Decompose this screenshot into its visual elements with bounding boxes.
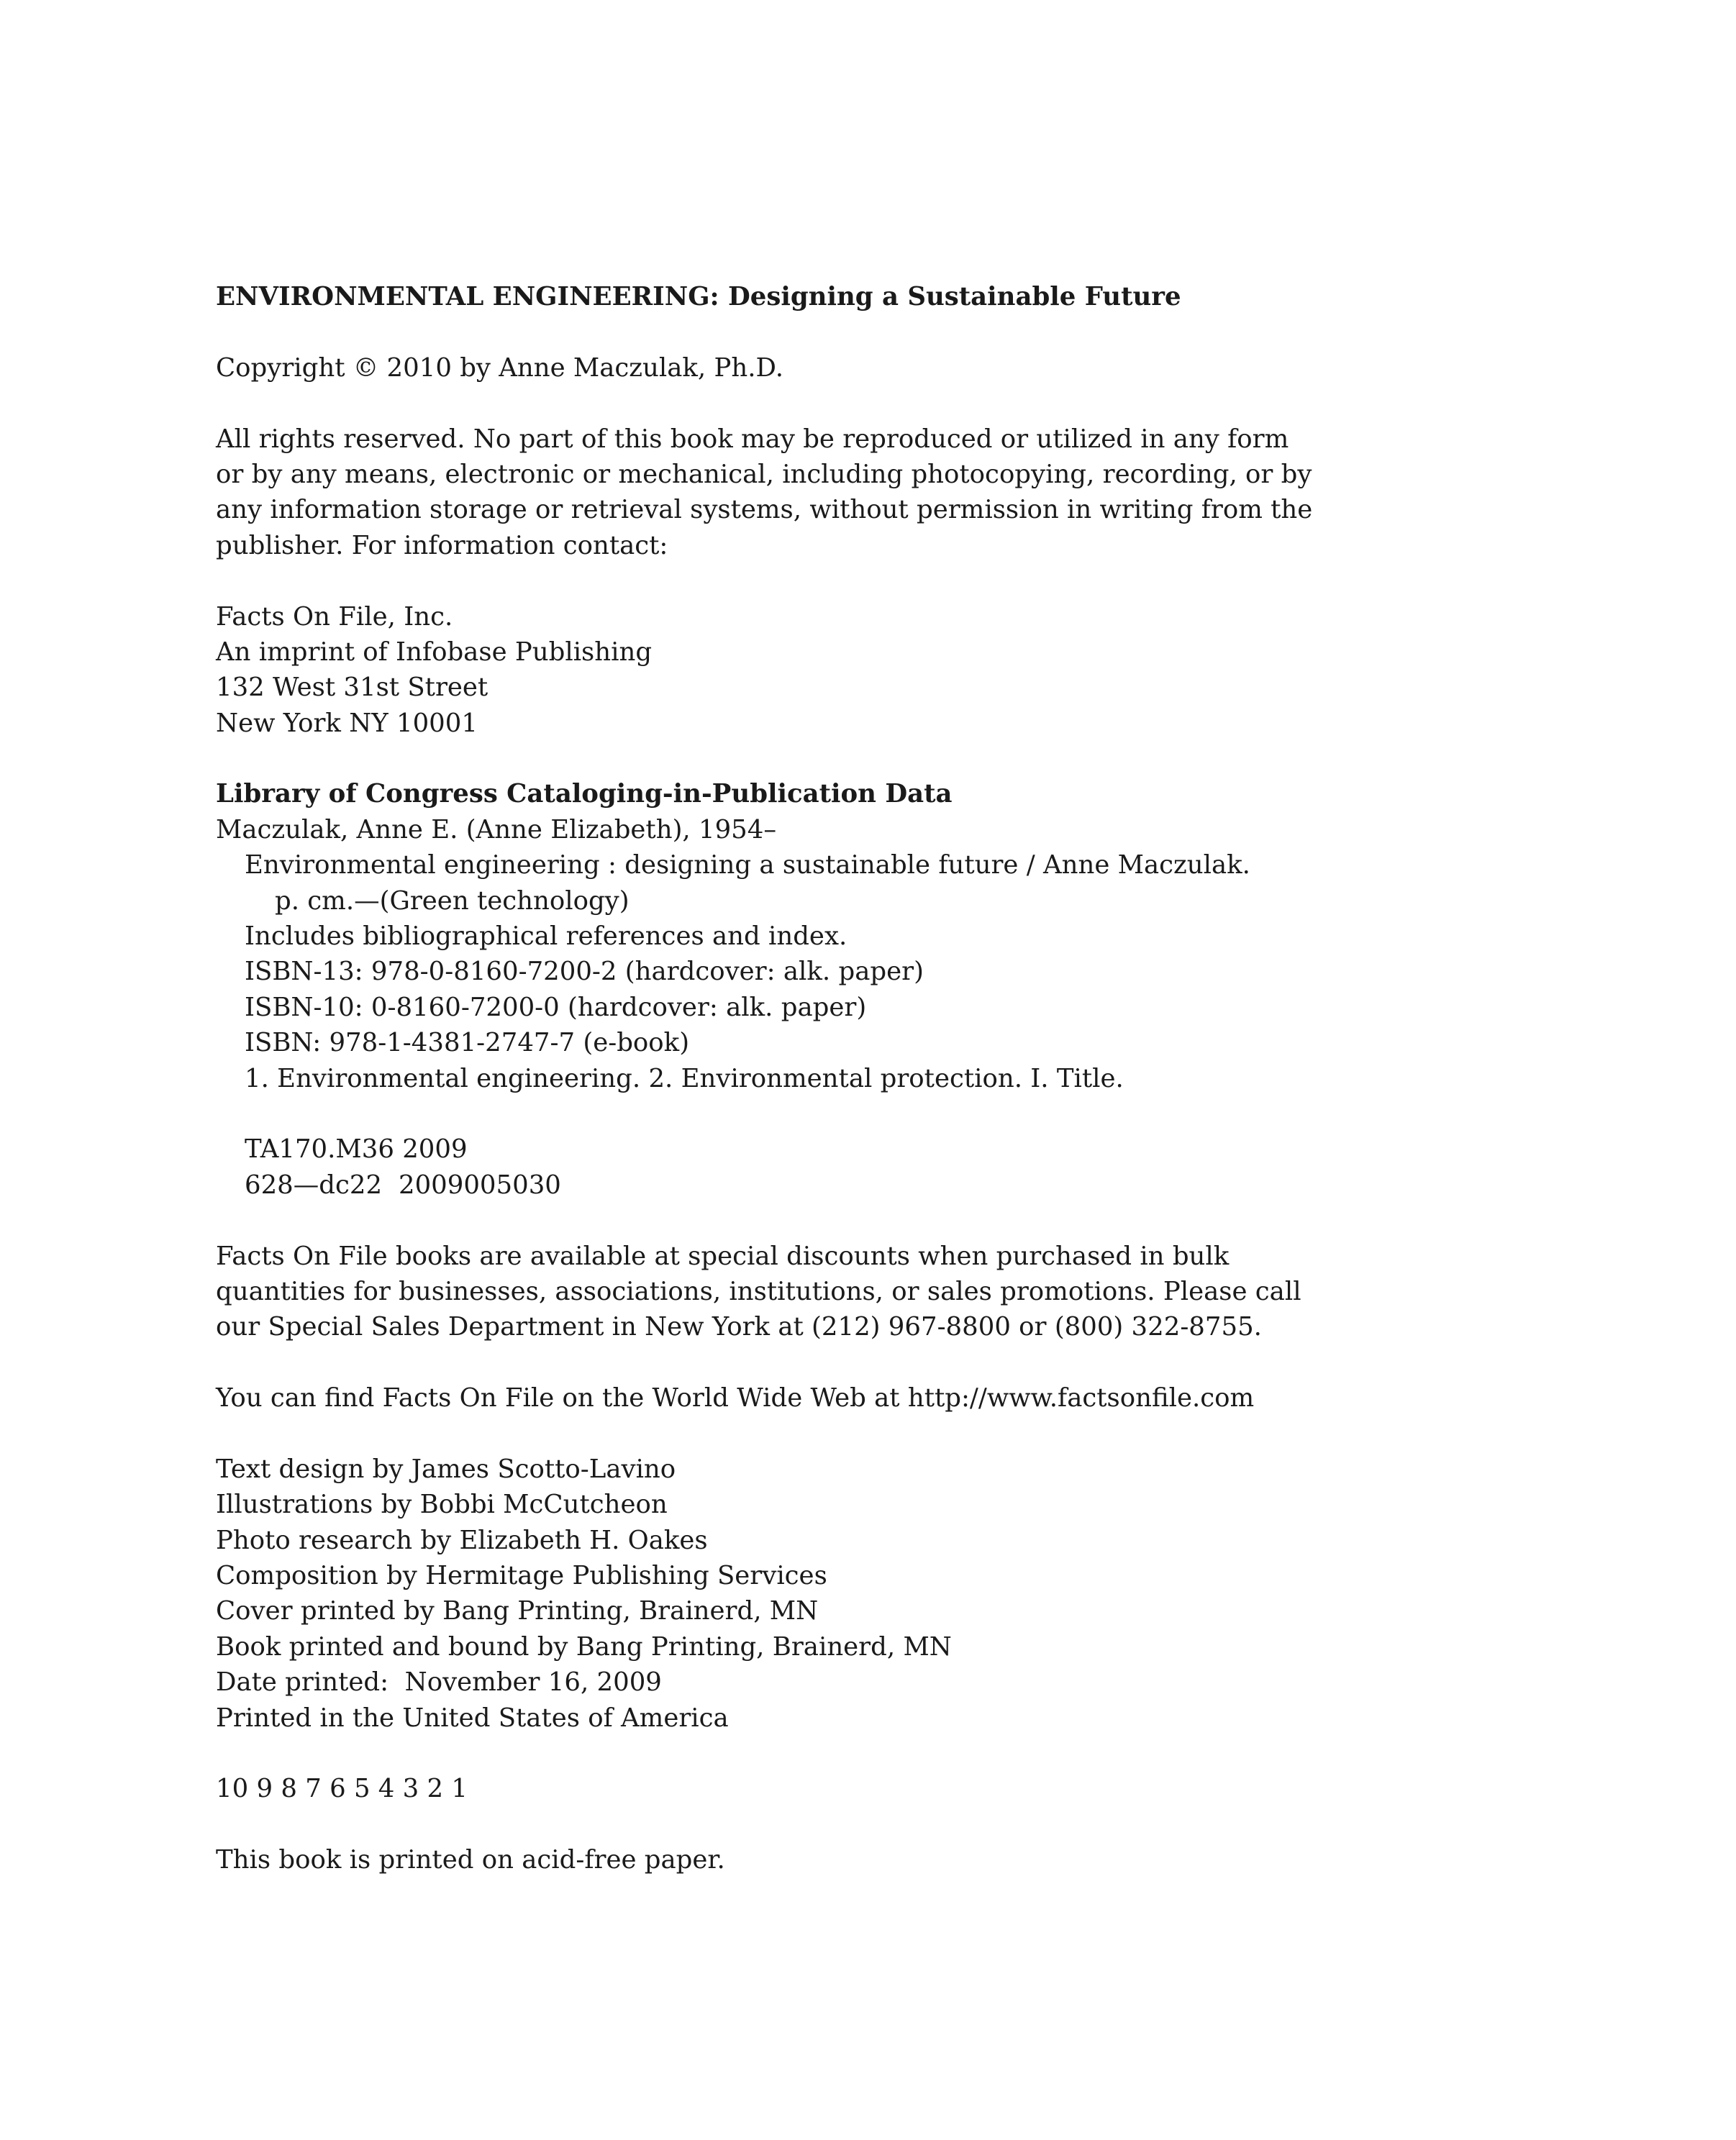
cip-lccn: 2009005030 xyxy=(399,1170,561,1200)
spacer xyxy=(216,1345,1547,1380)
credit-line: Photo research by Elizabeth H. Oakes xyxy=(216,1525,708,1555)
spacer xyxy=(216,386,1547,421)
spacer xyxy=(216,1416,1547,1452)
credit-line: Book printed and bound by Bang Printing, Brainerd, MN xyxy=(216,1631,952,1662)
cip-classification xyxy=(216,1167,1547,1203)
cip-dewey: 628—dc22 xyxy=(245,1170,383,1200)
publisher-line: New York NY 10001 xyxy=(216,708,478,738)
copyright-line: Copyright © 2010 by Anne Maczulak, Ph.D. xyxy=(216,352,783,383)
sales-line: Facts On File books are available at special discounts when purchased in bulk xyxy=(216,1241,1230,1271)
rights-line: or by any means, electronic or mechanical, including photocopying, recording, or by xyxy=(216,459,1312,489)
credit-line: Cover printed by Bang Printing, Brainerd, MN xyxy=(216,1596,819,1626)
sales-paragraph xyxy=(216,1239,1547,1345)
cip-block xyxy=(216,776,1547,1203)
publisher-address xyxy=(216,599,1547,742)
paper-note: This book is printed on acid-free paper. xyxy=(216,1845,725,1875)
sales-line: our Special Sales Department in New York at (212) 967-8800 or (800) 322-8755. xyxy=(216,1312,1262,1342)
printing-line: 10 9 8 7 6 5 4 3 2 1 xyxy=(216,1774,468,1804)
spacer xyxy=(216,1096,1547,1132)
credit-line: Composition by Hermitage Publishing Services xyxy=(216,1561,827,1591)
publisher-line: An imprint of Infobase Publishing xyxy=(216,637,653,667)
rights-line: All rights reserved. No part of this book may be reproduced or utilized in any form xyxy=(216,424,1289,454)
credit-line: Illustrations by Bobbi McCutcheon xyxy=(216,1490,668,1520)
credits-block xyxy=(216,1452,1547,1736)
publisher-line: Facts On File, Inc. xyxy=(216,601,453,632)
book-title: ENVIRONMENTAL ENGINEERING: Designing a Sustainable Future xyxy=(216,282,1181,311)
credit-line: Text design by James Scotto-Lavino xyxy=(216,1454,676,1484)
rights-line: publisher. For information contact: xyxy=(216,530,668,560)
web-line: You can find Facts On File on the World Wide Web at http://www.factsonfile.com xyxy=(216,1383,1255,1413)
sales-line: quantities for businesses, associations, institutions, or sales promotions. Please call xyxy=(216,1276,1301,1306)
rights-line: any information storage or retrieval systems, without permission in writing from the xyxy=(216,495,1313,525)
spacer xyxy=(216,1203,1547,1238)
spacer xyxy=(216,314,1547,350)
cip-series: p. cm.—(Green technology) xyxy=(275,885,630,916)
cip-isbn13: ISBN-13: 978-0-8160-7200-2 (hardcover: alk. paper) xyxy=(245,957,924,987)
credit-line: Date printed: November 16, 2009 xyxy=(216,1667,662,1698)
cip-title: Environmental engineering : designing a sustainable future / Anne Maczulak. xyxy=(245,850,1250,880)
spacer xyxy=(216,1736,1547,1771)
credit-line: Printed in the United States of America xyxy=(216,1703,729,1733)
spacer xyxy=(216,741,1547,776)
cip-note: Includes bibliographical references and index. xyxy=(245,921,847,952)
publisher-line: 132 West 31st Street xyxy=(216,673,488,703)
spacer xyxy=(216,1807,1547,1842)
cip-author: Maczulak, Anne E. (Anne Elizabeth), 1954– xyxy=(216,814,777,844)
copyright-text-block xyxy=(216,279,1547,1878)
cip-isbn-ebook: ISBN: 978-1-4381-2747-7 (e-book) xyxy=(245,1028,690,1058)
cip-heading: Library of Congress Cataloging-in-Publication Data xyxy=(216,779,953,809)
cip-call-number: TA170.M36 2009 xyxy=(245,1134,468,1165)
cip-isbn10: ISBN-10: 0-8160-7200-0 (hardcover: alk. paper) xyxy=(245,992,867,1022)
rights-paragraph xyxy=(216,422,1547,564)
cip-subjects: 1. Environmental engineering. 2. Environmental protection. I. Title. xyxy=(245,1063,1124,1093)
spacer xyxy=(216,563,1547,598)
